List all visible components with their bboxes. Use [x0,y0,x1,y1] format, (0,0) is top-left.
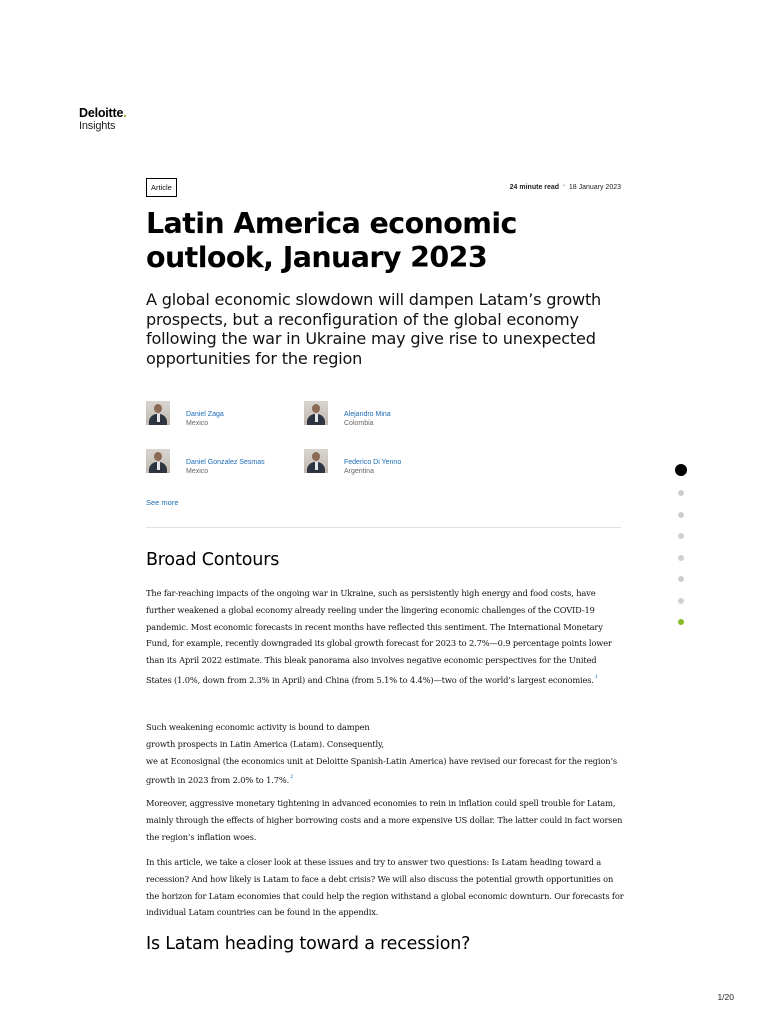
author-location: Argentina [344,468,374,475]
author-name[interactable]: Alejandro Mina [344,411,391,418]
section-nav-dot[interactable] [678,490,684,496]
paragraph-4: In this article, we take a closer look at these issues and try to answer two questions: Is Latam heading toward a recession? And how likely is Latam to face a debt crisis? We will also discuss the potential growth opportunities on the horizon for Latam economies that could help the region withstand a global economic downturn. Our forecasts for individual Latam countries can be found in the appendix. [146,857,624,918]
section-divider [146,527,621,528]
author-name[interactable]: Federico Di Yenno [344,459,402,466]
article-meta [146,178,621,197]
author-card[interactable] [304,401,504,427]
author-list [146,401,626,481]
author-location: Mexico [186,468,209,475]
section-nav-dot[interactable] [678,533,684,539]
author-avatar [146,449,170,473]
logo-brand: Deloitte. [79,106,127,120]
page-number: 1/20 [717,992,734,1002]
read-time: 24 minute read [509,184,560,191]
section-nav-dot[interactable] [678,512,684,518]
section-heading-recession: Is Latam heading toward a recession? [146,934,471,954]
article-subtitle: A global economic slowdown will dampen Latam’s growth prospects, but a reconfiguration of the global economy following the war in Ukraine may give rise to unexpected opportunities for the region [146,290,602,368]
author-name[interactable]: Daniel Zaga [186,411,224,418]
section-nav-dot[interactable] [678,555,684,561]
section-nav-dot[interactable] [678,576,684,582]
section-nav-dot[interactable] [678,598,684,604]
section-nav-dot-end[interactable] [678,619,684,625]
footnote-link[interactable]: 1 [594,673,598,680]
article-title: Latin America economic outlook, January 2023 [146,207,517,274]
meta-separator: • [563,183,565,189]
footnote-link[interactable]: 2 [290,774,294,781]
section-nav-dot-active[interactable] [675,464,687,476]
author-location: Mexico [186,420,209,427]
author-avatar [304,449,328,473]
section-heading-broad-contours: Broad Contours [146,550,280,570]
deloitte-insights-logo[interactable] [79,107,127,132]
paragraph-1: The far-reaching impacts of the ongoing war in Ukraine, such as persistently high energy and food costs, have further weakened a global economy already reeling under the lingering economic challenges of the COVID-19 pandemic. Most economic forecasts in recent months have reflected this sentiment. The International Monetary Fund, for example, recently downgraded its global growth forecast for 2023 to 2.7%—0.9 percentage points lower than its April 2022 estimate. This bleak panorama also involves negative economic perspectives for the United States (1.0%, down from 2.3% in April) and China (from 5.1% to 4.4%)—two of the world’s largest economies.$^1$ [146,588,612,685]
article-badge: Article [146,178,177,197]
logo-sub: Insights [79,119,116,132]
see-more-link[interactable]: See more [146,498,179,507]
author-name[interactable]: Daniel Gonzalez Sesmas [186,459,265,466]
paragraph-2: Such weakening economic activity is bound to dampen growth prospects in Latin America (Latam). Consequently, we at Econosignal (the economics unit at Deloitte Spanish-Latin America) have revised our forecast for the region’s growth in 2023 from 2.0% to 1.7%.$^2$ [146,722,618,786]
paragraph-3: Moreover, aggressive monetary tightening in advanced economies to rein in inflation could spell trouble for Latam, mainly through the effects of higher borrowing costs and a more expensive US dollar. The latter could in fact worsen the region’s inflation woes. [146,798,623,842]
author-avatar [304,401,328,425]
author-location: Colombia [344,420,374,427]
author-card[interactable] [304,449,504,475]
author-avatar [146,401,170,425]
publish-date: 18 January 2023 [568,184,621,191]
meta-info [510,183,621,191]
